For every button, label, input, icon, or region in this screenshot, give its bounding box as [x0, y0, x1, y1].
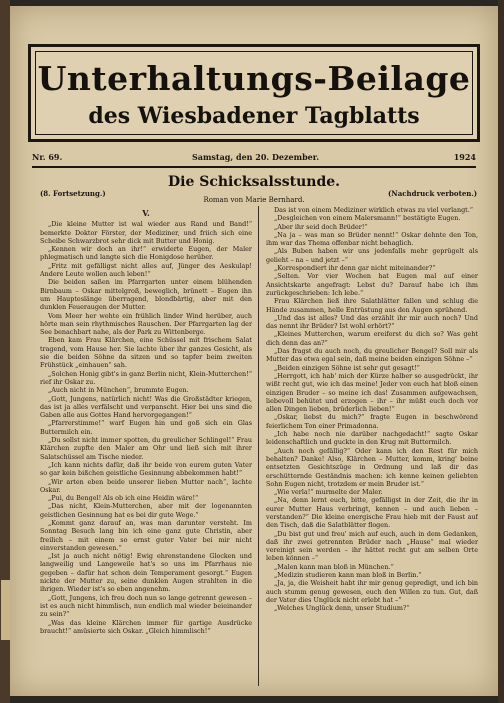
- article-paragraph: „Was das kleine Klärchen immer für gartige Ausdrücke braucht!“ amüsierte sich Oskar. „Gleich himmlisch!“: [40, 618, 252, 635]
- article-paragraph: „Kleines Mutterchen, warum ereiferst du dich so? Was geht dich denn das an?“: [266, 330, 478, 347]
- article-paragraph: „Gott, Jungens, natürlich nicht! Was die Großstädter kriegen, das ist ja alles verfälscht und verpanscht. Hier bei uns sind die Gaben alle aus Gottes Hand hervorgegangen!“: [40, 394, 252, 420]
- article-paragraph: „Oskar, liebst du mich?“ fragte Eugen in beschwörend feierlichem Ton einer Primadonna.: [266, 413, 478, 430]
- article-paragraph: „Ja, ja, die Weisheit habt ihr mir genug gepredigt, und ich bin auch stumm genug gewesen, euch den Willen zu tun. Gut, daß der Vater dies Unglück nicht erlebt hat –“: [266, 579, 478, 604]
- article-paragraph: „Ist ja auch nicht nötig! Ewig ehrenstandene Glocken und langweilig und Langeweile hat's so uns im Pfarrhaus nie gegeben – dafür hat schon dein Temperament gesorgt.“ Eugen nickte der Mutter zu, seine dunklen Augen strahlten in die ihrigen. Wieder ist's so eben angenehm.: [40, 552, 252, 594]
- article-paragraph: „Wir arten eben beide unserer lieben Mutter nach“, lachte Oskar.: [40, 477, 252, 494]
- right-column: [266, 206, 478, 688]
- article-title: Die Schicksalsstunde.: [167, 174, 341, 190]
- article-paragraph: „Kommt ganz darauf an, was man darunter versteht. Im Sonntag Besuch lang bin ich eine ganz gute Christin, aber freilich – mit einem so ernst guter Vater bei mir nicht einverstanden gewesen.“: [40, 518, 252, 552]
- article-paragraph: „Solchen Honig gibt's in ganz Berlin nicht, Klein-Mutterchen!“ rief ihr Oskar zu.: [40, 369, 252, 386]
- article-paragraph: „Ich habe noch nie darüber nachgedacht!“ sagte Oskar leidenschaftlich und guckte in den Krug mit Buttermilch.: [266, 430, 478, 447]
- article-paragraph: „Aber ihr seid doch Brüder!“: [274, 222, 368, 231]
- article-paragraph: „Du sollst nicht immer spotten, du greulicher Schlingel!“ Frau Klärchen zupfte den Maler am Ohr und ließ sich mit ihrer Salatschüssel am Tische nieder.: [40, 436, 252, 461]
- article-paragraph: „Selten. Vor vier Wochen hat Eugen mal auf einer Ansichtskarte angefragt: Lebst du? Darauf habe ich ihm zurückgeschrieben: Ich lebe.“: [266, 272, 478, 297]
- article-paragraph: „Und das ist alles? Und das erzählt ihr mir auch noch? Und das nennt ihr Brüder? Ist wohl erhört?“: [266, 313, 478, 331]
- issue-number: Nr. 69.: [32, 152, 63, 162]
- article-paragraph: „Beiden einzigen Söhne ist sehr gut gesagt!“: [274, 363, 420, 372]
- article-byline: Roman von Marie Bernhard.: [203, 196, 305, 204]
- left-column: [40, 206, 252, 688]
- article-paragraph: „Pfarrerstimme!“ warf Eugen hin und goß sich ein Glas Buttermilch ein.: [40, 419, 252, 436]
- page-edge: [498, 0, 504, 703]
- article-paragraph: „Welches Unglück denn, unser Studium?“: [274, 604, 410, 613]
- page-tab: [1, 580, 10, 640]
- article-paragraph: Das ist von einem Mediziner wirklich etwas zu viel verlangt.“: [274, 206, 474, 214]
- article-paragraph: „Fritz mit gefälligst nicht alles auf, Jünger des Aeskulap! Andere Leute wollen auch leben!“: [40, 261, 252, 279]
- article-paragraph: „Gott, Jungens, ich freu doch nun so lange getrennt gewesen – ist es auch nicht himmlisch, nun endlich mal wieder beieinander zu sein?“: [40, 593, 252, 619]
- article-paragraph: Frau Klärchen ließ ihre Salatblätter fallen und schlug die Hände zusammen, helle Entrüstung aus den Augen sprühend.: [266, 297, 478, 314]
- article-paragraph: „Medizin studieren kann man bloß in Berlin.“: [274, 571, 422, 580]
- dateline: [32, 152, 476, 166]
- issue-date: Samstag, den 20. Dezember.: [192, 152, 320, 162]
- newspaper-page: [10, 6, 498, 696]
- article-paragraph: „Wie verla!“ murmelte der Maler.: [274, 488, 383, 497]
- article-paragraph: „Pui, du Bengel! Als ob ich eine Heidin wäre!“: [48, 494, 199, 503]
- masthead-title: Unterhaltungs-Beilage: [37, 59, 471, 98]
- masthead-subtitle: des Wiesbadener Tagblatts: [88, 103, 420, 129]
- article-paragraph: „Kennen wir doch an ihr!“ erwiderte Eugen, der Maler phlegmatisch und langte sich die Honigdose herüber.: [40, 245, 252, 262]
- article-paragraph: Vom Meer her wehte ein frühlich linder Wind herüber, auch hörte man sein rhythmisches Rauschen. Der Pfarrgarten lag der See benachbart nahe, als der Park zu Wittenberge.: [40, 311, 252, 337]
- continuation-note: (8. Fortsetzung.): [40, 189, 106, 198]
- article-paragraph: „Das nicht, Klein-Mutterchen, aber mit der logenannten geistlichen Gesinnung hat es bei dir gute Wege.“: [40, 502, 252, 519]
- article-paragraph: „Malen kann man bloß in München.“: [274, 562, 394, 571]
- dateline-rule: [32, 166, 476, 168]
- column-divider: [258, 206, 259, 686]
- article-paragraph: „Desgleichen von einem Malersmann!“ bestätigte Eugen.: [274, 214, 461, 223]
- article-paragraph: Eben kam Frau Klärchen, eine Schüssel mit frischem Salat tragend, vom Hause her. Sie lachte über ihr ganzes Gesicht, als sie die beiden Söhne da sitzen und so tapfer beim zweiten Frühstück „einhauen“ sah.: [40, 336, 252, 370]
- article-paragraph: „Die kleine Mutter ist wal wieder aus Rand und Band!“ bemerkte Doktor Förster, der Mediziner, und friich sich eine Scheibe Schwarzbrot sehr dick mit Butter und Honig.: [40, 220, 252, 245]
- article-paragraph: „Das fragst du auch noch, du greulicher Bengel? Soll mir als Mutter das etwa egal sein, daß meine beiden einzigen Söhne –“: [266, 347, 478, 364]
- article-paragraph: „Ich kann nichts dafür, daß ihr beide von eurem guten Vater so gar kein bißchen geistliche Gesinnung abbekommen habt!“: [40, 460, 252, 478]
- chapter-heading: V.: [142, 208, 150, 218]
- reprint-notice: (Nachdruck verboten.): [388, 189, 478, 198]
- issue-year: 1924: [453, 152, 476, 162]
- article-paragraph: „Korrespondiert ihr denn gar nicht miteinander?“: [274, 264, 436, 273]
- article-paragraph: „Auch noch gefällig?“ Oder kann ich den Rest für mich behalten? Danke! Also, Klärchen – Mutter, komm, kring' beine entsetzten Gesichtszüge in Ordnung und laß dir das erschütternde Geständnis machen: ich kenne keinen geliebten Sohn Eugen nicht, trotzdem er mein Bruder ist.“: [266, 446, 478, 488]
- article-paragraph: „Auch nicht in München“, brummte Eugen.: [48, 386, 189, 395]
- article-paragraph: „Als Buben haben wir uns jedenfalls mehr geprügelt als gelieht – na – und jetzt –“: [266, 247, 478, 264]
- article-paragraph: Die beiden saßen im Pfarrgarten unter einem blühenden Birnbaum – Oskar mittelgroß, beweglich, brünett – Eugen ihn um Haupteslänge überragend, blondbärtig, aber mit den dunklen Feueraugen der Mutter.: [40, 278, 252, 312]
- article-paragraph: „Du bist gut und freu' mich auf euch, auch in dem Gedanken, daß ihr zwei getrennten Brüder nach „Hause“ mal wieder vereinigt sein werden – ihr hättet recht gut am selben Orte leben können –“: [266, 529, 478, 563]
- masthead: [28, 44, 480, 142]
- article-paragraph: „Na, denn lernt euch, bitte, gefälligst in der Zeit, die ihr in eurer Mutter Haus verbringt, kennen – und auch lieben – verstanden?“ Die kleine energische Frau hieb mit der Faust auf den Tisch, daß die Salatblätter flogen.: [266, 496, 478, 530]
- article-paragraph: „Herrgott, ich hab' mich der Kürze halber so ausgedrückt, ihr wißt recht gut, wie ich das meine! Jeder von euch hat bloß einen einzigen Bruder – so meine ich das! Zusammen aufgewachsen, liebevoll behütet und erzogen – ihr – ihr müßt euch doch vor allen Dingen lieben, brüderlich lieben!“: [266, 371, 478, 414]
- article-paragraph: „Na ja – was man so Brüder nennt!“ Oskar dehnte den Ton, ihm war das Thema offenbar nicht behaglich.: [266, 230, 478, 248]
